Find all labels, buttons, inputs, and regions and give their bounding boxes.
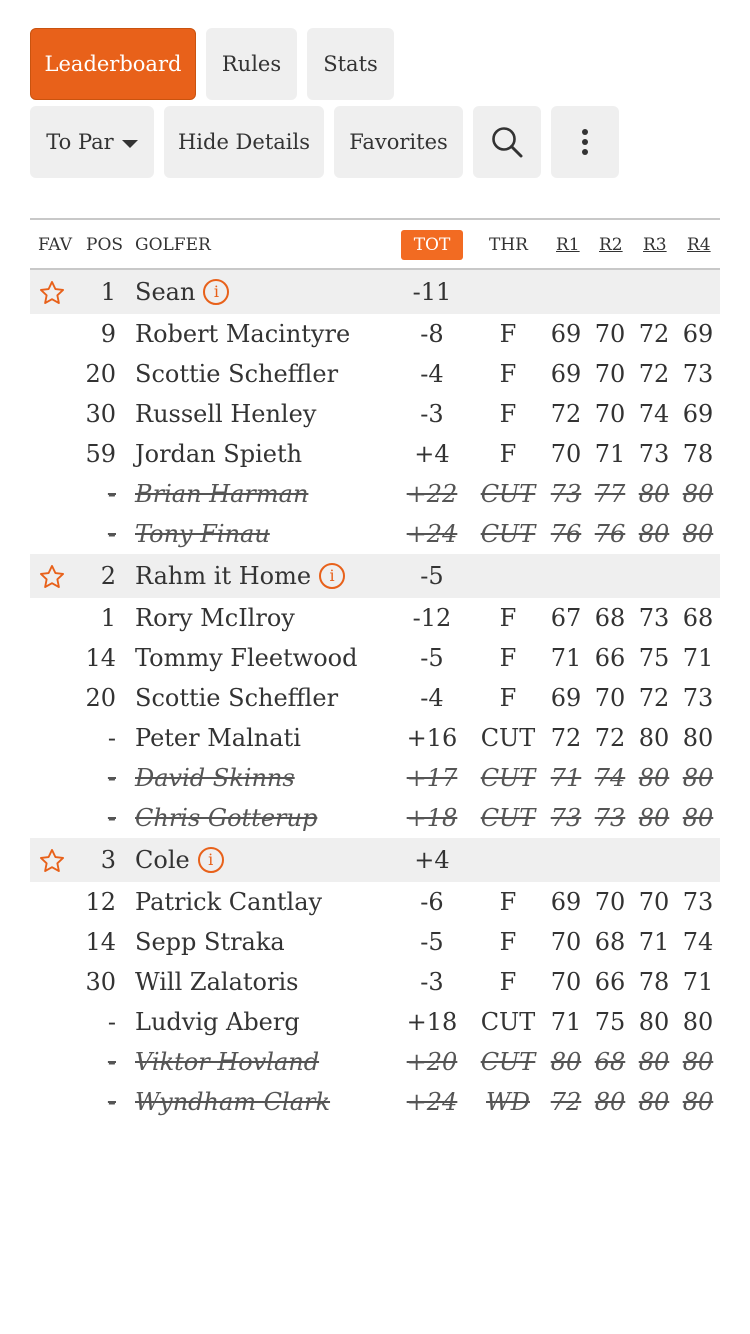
player-round4: 68 — [682, 604, 714, 632]
team-name-cell — [135, 270, 229, 314]
player-total: +17 — [406, 764, 458, 792]
leaderboard-table — [30, 218, 720, 1122]
player-round2: 75 — [594, 1008, 626, 1036]
col-fav: FAV — [38, 235, 73, 255]
player-round1: 71 — [550, 764, 582, 792]
player-row[interactable] — [30, 718, 720, 758]
tab-leaderboard[interactable] — [30, 28, 196, 100]
player-row[interactable] — [30, 598, 720, 638]
player-name: Scottie Scheffler — [135, 684, 339, 712]
player-thru: F — [499, 320, 517, 348]
team-row[interactable] — [30, 838, 720, 882]
player-round4: 69 — [682, 320, 714, 348]
player-round4: 80 — [682, 724, 714, 752]
team-position: 2 — [100, 562, 116, 590]
player-position: - — [107, 520, 116, 548]
player-round1: 72 — [550, 400, 582, 428]
player-round4: 71 — [682, 968, 714, 996]
col-golfer: GOLFER — [135, 235, 211, 255]
player-round4: 80 — [682, 1088, 714, 1116]
player-position: - — [107, 804, 116, 832]
player-round3: 80 — [638, 520, 670, 548]
player-round1: 69 — [550, 684, 582, 712]
player-round4: 73 — [682, 360, 714, 388]
player-round3: 80 — [638, 1088, 670, 1116]
player-position: - — [107, 724, 116, 752]
player-position: 20 — [85, 684, 116, 712]
player-round2: 70 — [594, 320, 626, 348]
player-row[interactable] — [30, 474, 720, 514]
player-round3: 72 — [638, 360, 670, 388]
player-row[interactable] — [30, 434, 720, 474]
player-round3: 80 — [638, 1048, 670, 1076]
player-thru: F — [499, 968, 517, 996]
player-thru: F — [499, 604, 517, 632]
player-thru: CUT — [480, 764, 536, 792]
player-total: -4 — [420, 360, 444, 388]
tab-stats[interactable] — [307, 28, 394, 100]
player-position: 30 — [85, 968, 116, 996]
player-name: Tony Finau — [135, 520, 270, 548]
player-total: -5 — [420, 928, 444, 956]
player-round1: 72 — [550, 1088, 582, 1116]
hide-details-label: Hide Details — [177, 130, 310, 154]
player-round2: 80 — [594, 1088, 626, 1116]
player-round2: 74 — [594, 764, 626, 792]
player-round3: 75 — [638, 644, 670, 672]
player-thru: F — [499, 360, 517, 388]
player-round2: 77 — [594, 480, 626, 508]
team-name: Sean — [135, 278, 196, 306]
player-name: Robert Macintyre — [135, 320, 351, 348]
team-name-cell — [135, 838, 224, 882]
player-name: Will Zalatoris — [135, 968, 299, 996]
player-round3: 80 — [638, 1008, 670, 1036]
player-round2: 68 — [594, 928, 626, 956]
player-position: - — [107, 480, 116, 508]
player-thru: CUT — [480, 804, 536, 832]
player-name: Rory McIlroy — [135, 604, 295, 632]
player-position: 20 — [85, 360, 116, 388]
player-total: +24 — [406, 1088, 458, 1116]
player-name: Chris Gotterup — [135, 804, 318, 832]
player-name: Sepp Straka — [135, 928, 285, 956]
player-round4: 78 — [682, 440, 714, 468]
col-r2[interactable]: R2 — [599, 235, 623, 255]
player-total: -6 — [420, 888, 444, 916]
player-row[interactable] — [30, 1082, 720, 1122]
player-position: 9 — [100, 320, 116, 348]
player-round2: 66 — [594, 644, 626, 672]
favorites-label: Favorites — [349, 130, 448, 154]
player-round1: 69 — [550, 320, 582, 348]
player-name: Peter Malnati — [135, 724, 301, 752]
tab-label: Leaderboard — [44, 52, 182, 76]
player-thru: F — [499, 644, 517, 672]
hide-details-button[interactable] — [164, 106, 324, 178]
player-name: Brian Harman — [135, 480, 309, 508]
col-r3[interactable]: R3 — [643, 235, 667, 255]
player-position: 14 — [85, 928, 116, 956]
player-round1: 72 — [550, 724, 582, 752]
team-name: Cole — [135, 846, 190, 874]
player-round3: 73 — [638, 440, 670, 468]
player-name: Wyndham Clark — [135, 1088, 331, 1116]
player-name: Scottie Scheffler — [135, 360, 339, 388]
player-name: Jordan Spieth — [135, 440, 303, 468]
player-total: +4 — [414, 440, 450, 468]
player-row[interactable] — [30, 1042, 720, 1082]
player-thru: CUT — [480, 520, 536, 548]
team-total: -5 — [420, 562, 444, 590]
player-round4: 80 — [682, 1048, 714, 1076]
player-row[interactable] — [30, 394, 720, 434]
player-round4: 80 — [682, 764, 714, 792]
team-row[interactable] — [30, 554, 720, 598]
tab-label: Stats — [323, 52, 378, 76]
caret-down-icon — [122, 140, 138, 148]
player-round2: 70 — [594, 400, 626, 428]
player-round3: 72 — [638, 320, 670, 348]
player-round1: 70 — [550, 968, 582, 996]
player-round1: 76 — [550, 520, 582, 548]
player-total: -3 — [420, 400, 444, 428]
team-name: Rahm it Home — [135, 562, 312, 590]
player-round3: 71 — [638, 928, 670, 956]
player-round4: 69 — [682, 400, 714, 428]
player-total: +18 — [406, 1008, 458, 1036]
info-icon[interactable]: i — [319, 563, 345, 589]
player-thru: CUT — [480, 1008, 536, 1036]
player-row[interactable] — [30, 758, 720, 798]
player-round4: 80 — [682, 1008, 714, 1036]
player-position: - — [107, 1048, 116, 1076]
player-round1: 69 — [550, 888, 582, 916]
leaderboard-rows — [30, 270, 720, 1122]
player-round3: 80 — [638, 804, 670, 832]
player-name: Viktor Hovland — [135, 1048, 320, 1076]
player-round3: 72 — [638, 684, 670, 712]
player-row[interactable] — [30, 882, 720, 922]
player-round4: 74 — [682, 928, 714, 956]
player-round2: 73 — [594, 804, 626, 832]
player-name: Patrick Cantlay — [135, 888, 323, 916]
more-button[interactable] — [551, 106, 619, 178]
info-icon[interactable]: i — [203, 279, 229, 305]
player-round4: 73 — [682, 888, 714, 916]
player-round3: 74 — [638, 400, 670, 428]
to-par-dropdown[interactable] — [30, 106, 154, 178]
player-round3: 80 — [638, 724, 670, 752]
player-total: +16 — [406, 724, 458, 752]
player-round4: 71 — [682, 644, 714, 672]
player-round4: 80 — [682, 520, 714, 548]
col-thr: THR — [489, 235, 528, 255]
player-total: -5 — [420, 644, 444, 672]
team-name-cell — [135, 554, 345, 598]
player-round2: 70 — [594, 684, 626, 712]
player-round1: 70 — [550, 928, 582, 956]
team-row[interactable] — [30, 270, 720, 314]
player-round2: 70 — [594, 888, 626, 916]
player-row[interactable] — [30, 678, 720, 718]
player-round2: 70 — [594, 360, 626, 388]
player-round3: 80 — [638, 764, 670, 792]
player-row[interactable] — [30, 962, 720, 1002]
player-name: David Skinns — [135, 764, 295, 792]
favorites-button[interactable] — [334, 106, 463, 178]
player-position: - — [107, 1088, 116, 1116]
player-position: 59 — [85, 440, 116, 468]
table-header — [30, 220, 720, 270]
player-position: 14 — [85, 644, 116, 672]
col-r1[interactable]: R1 — [556, 235, 580, 255]
player-thru: F — [499, 684, 517, 712]
col-tot[interactable]: TOT — [401, 230, 463, 260]
search-button[interactable] — [473, 106, 541, 178]
to-par-label: To Par — [46, 130, 114, 154]
info-icon[interactable]: i — [198, 847, 224, 873]
player-round3: 73 — [638, 604, 670, 632]
player-total: -8 — [420, 320, 444, 348]
player-round2: 71 — [594, 440, 626, 468]
player-total: -3 — [420, 968, 444, 996]
player-total: +20 — [406, 1048, 458, 1076]
player-thru: F — [499, 400, 517, 428]
player-row[interactable] — [30, 638, 720, 678]
player-round1: 80 — [550, 1048, 582, 1076]
player-thru: F — [499, 440, 517, 468]
player-position: - — [107, 1008, 116, 1036]
col-r4[interactable]: R4 — [687, 235, 711, 255]
player-row[interactable] — [30, 1002, 720, 1042]
player-name: Tommy Fleetwood — [135, 644, 358, 672]
player-thru: CUT — [480, 724, 536, 752]
player-row[interactable] — [30, 922, 720, 962]
player-position: 30 — [85, 400, 116, 428]
player-total: -12 — [412, 604, 452, 632]
search-icon — [490, 125, 524, 159]
player-total: -4 — [420, 684, 444, 712]
player-round1: 67 — [550, 604, 582, 632]
team-total: +4 — [414, 846, 450, 874]
player-round1: 73 — [550, 804, 582, 832]
player-round1: 70 — [550, 440, 582, 468]
player-round2: 68 — [594, 604, 626, 632]
player-total: +24 — [406, 520, 458, 548]
col-pos: POS — [86, 235, 124, 255]
player-round1: 71 — [550, 1008, 582, 1036]
player-round2: 72 — [594, 724, 626, 752]
player-round2: 66 — [594, 968, 626, 996]
player-round1: 69 — [550, 360, 582, 388]
more-vertical-icon — [580, 127, 590, 157]
player-position: 1 — [100, 604, 116, 632]
player-round3: 80 — [638, 480, 670, 508]
player-round1: 73 — [550, 480, 582, 508]
player-round3: 78 — [638, 968, 670, 996]
player-thru: CUT — [480, 1048, 536, 1076]
player-round1: 71 — [550, 644, 582, 672]
player-round4: 73 — [682, 684, 714, 712]
tab-label: Rules — [221, 52, 282, 76]
player-name: Ludvig Aberg — [135, 1008, 300, 1036]
tab-rules[interactable] — [206, 28, 297, 100]
player-total: +22 — [406, 480, 458, 508]
player-round2: 76 — [594, 520, 626, 548]
player-round3: 70 — [638, 888, 670, 916]
player-thru: F — [499, 928, 517, 956]
player-thru: WD — [486, 1088, 530, 1116]
player-row[interactable] — [30, 314, 720, 354]
player-row[interactable] — [30, 514, 720, 554]
team-position: 1 — [100, 278, 116, 306]
player-name: Russell Henley — [135, 400, 317, 428]
player-round4: 80 — [682, 804, 714, 832]
player-round2: 68 — [594, 1048, 626, 1076]
player-total: +18 — [406, 804, 458, 832]
player-row[interactable] — [30, 354, 720, 394]
player-thru: CUT — [480, 480, 536, 508]
player-thru: F — [499, 888, 517, 916]
player-position: - — [107, 764, 116, 792]
team-position: 3 — [100, 846, 116, 874]
team-total: -11 — [412, 278, 452, 306]
player-round4: 80 — [682, 480, 714, 508]
player-row[interactable] — [30, 798, 720, 838]
player-position: 12 — [85, 888, 116, 916]
